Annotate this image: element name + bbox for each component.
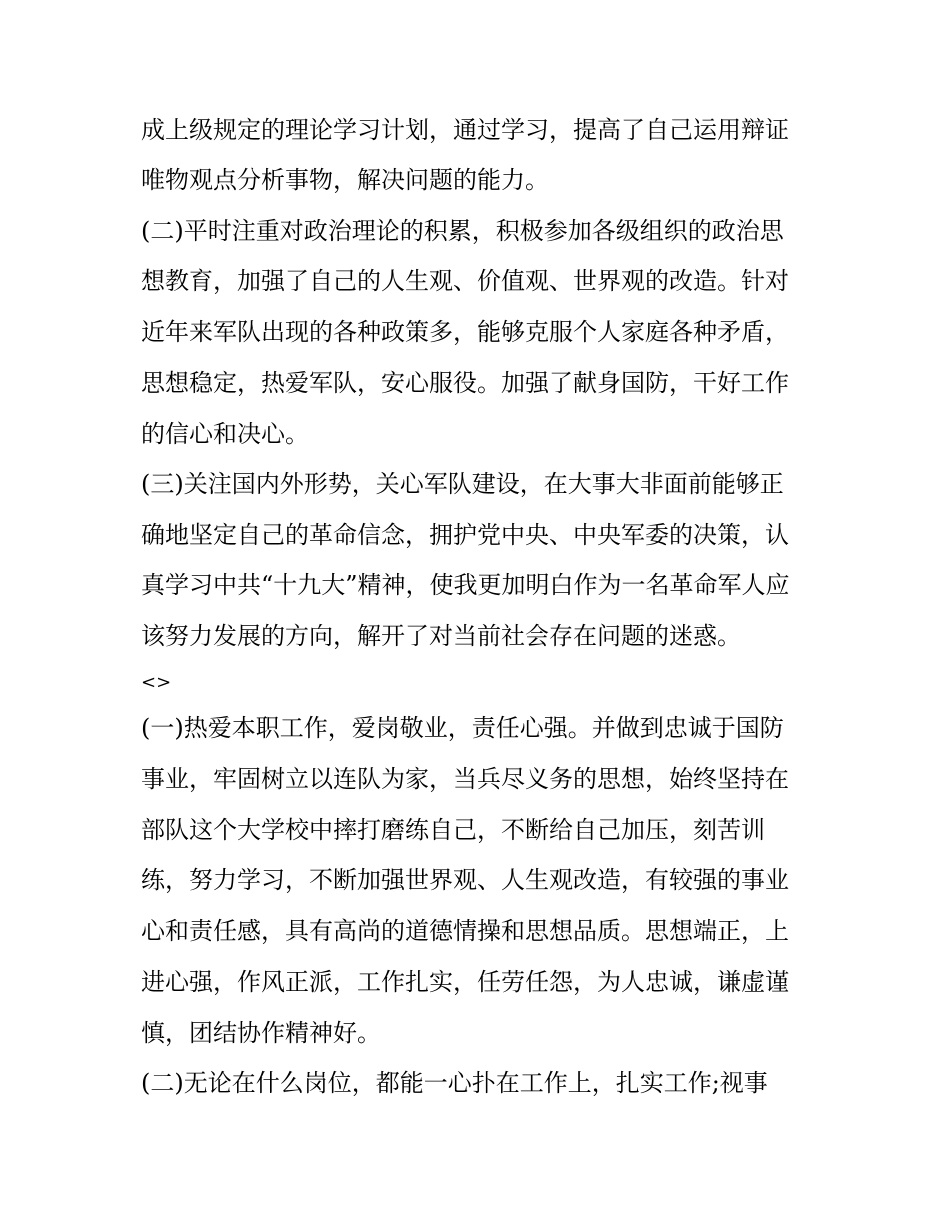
text-line: 练，努力学习，不断加强世界观、人生观改造，有较强的事业 (141, 866, 789, 894)
text-line: 成上级规定的理论学习计划，通过学习，提高了自己运用辩证 (141, 116, 789, 144)
section-marker: <> (141, 672, 172, 693)
text-line: (二)无论在什么岗位，都能一心扑在工作上，扎实工作;视事 (141, 1069, 768, 1097)
text-line: (三)关注国内外形势，关心军队建设，在大事大非面前能够正 (141, 470, 784, 498)
text-line: 心和责任感，具有高尚的道德情操和思想品质。思想端正，上 (141, 917, 789, 945)
text-line: 的信心和决心。 (141, 420, 309, 448)
text-line: 近年来军队出现的各种政策多，能够克服个人家庭各种矛盾， (141, 318, 789, 346)
text-line: 进心强，作风正派，工作扎实，任劳任怨，为人忠诚，谦虚谨 (141, 968, 789, 996)
text-line: 部队这个大学校中摔打磨练自己，不断给自己加压，刻苦训 (141, 816, 765, 844)
text-line: (一)热爱本职工作，爱岗敬业，责任心强。并做到忠诚于国防 (141, 714, 784, 742)
text-line: 慎，团结协作精神好。 (141, 1019, 381, 1047)
text-line: 真学习中共“十九大”精神，使我更加明白作为一名革命军人应 (141, 571, 790, 599)
text-line: 该努力发展的方向，解开了对当前社会存在问题的迷惑。 (141, 622, 741, 650)
text-line: 确地坚定自己的革命信念，拥护党中央、中央军委的决策，认 (141, 521, 789, 549)
text-line: (二)平时注重对政治理论的积累，积极参加各级组织的政治思 (141, 217, 784, 245)
text-line: 思想稳定，热爱军队，安心服役。加强了献身国防，干好工作 (141, 369, 789, 397)
text-line: 想教育，加强了自己的人生观、价值观、世界观的改造。针对 (141, 267, 789, 295)
text-line: 唯物观点分析事物，解决问题的能力。 (141, 166, 549, 194)
text-line: 事业，牢固树立以连队为家，当兵尽义务的思想，始终坚持在 (141, 765, 789, 793)
